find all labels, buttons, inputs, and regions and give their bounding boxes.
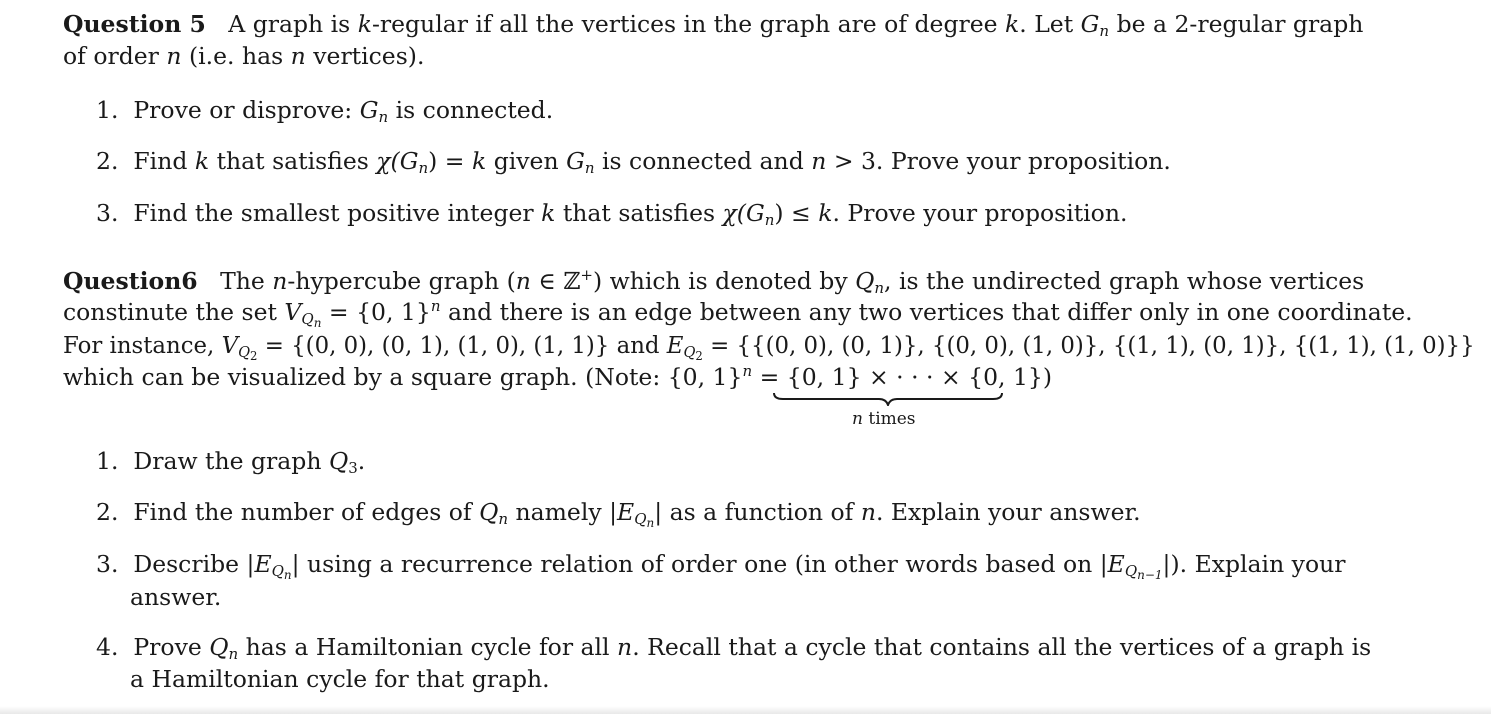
list-number: 3. xyxy=(96,199,119,227)
q5-item-3: 3. Find the smallest positive integer k that satisfies $\chi(G_n) \le k$. Prove your proposition. xyxy=(96,199,1128,229)
q5-heading: Question 5 xyxy=(63,10,206,38)
q6-line-2: constinute the set $V_{Q_n} = \{0$, 1}$^n$ and there is an edge between any two vertices that differ only in one coordinate. xyxy=(63,297,1413,330)
q5-item-1: 1. Prove or disprove: $G_n$ is connected. xyxy=(96,96,554,126)
underbrace xyxy=(773,392,1003,406)
q6-item-1: 1. Draw the graph $Q_3$. xyxy=(96,447,366,477)
q6-line-3: For instance, $V_{Q_2} = \{(0$, 0), (0, 1), (1, 0), (1, 1)} and $E_{Q_2} = \{\{(0$, 0), (0, 1)}, {(0, 0), (1, 0)}, {(1, 1), (0, 1)}, {(1, 1), (1, 0)}} xyxy=(63,331,1475,363)
q6-item-4: 4. Prove $Q_n$ has a Hamiltonian cycle for all n. Recall that a cycle that contains all the vertices of a graph is xyxy=(96,633,1372,663)
q6-item-4-cont: a Hamiltonian cycle for that graph. xyxy=(130,665,550,693)
q6-line-1: Question6 The n-hypercube graph (n ∈ ℤ+) which is denoted by $Q_n$, is the undirected graph whose vertices xyxy=(63,266,1365,297)
brace-label: n times xyxy=(852,409,916,429)
q6-item-3: 3. Describe $|E_{Q_n}|$ using a recurrence relation of order one (in other words based on $|E_{Q_{n-1}}|$). Explain your xyxy=(96,550,1346,582)
q6-item-3-cont: answer. xyxy=(130,583,222,611)
list-number: 4. xyxy=(96,633,119,661)
q5-line-2: of order n (i.e. has n vertices). xyxy=(63,42,425,70)
q6-line-4: which can be visualized by a square graph. (Note: {0, 1}$^n$ = {0, 1} × · · · × {0, 1}) xyxy=(63,362,1053,391)
list-number: 1. xyxy=(96,96,119,124)
page-bottom-edge xyxy=(0,706,1491,714)
braced-product: {0, 1} × · · · × {0, 1} xyxy=(786,363,1043,391)
list-number: 3. xyxy=(96,550,119,578)
q5-item-2: 2. Find k that satisfies $\chi(G_n) = k$ given $G_n$ is connected and n > 3. Prove your proposition. xyxy=(96,147,1171,177)
list-number: 2. xyxy=(96,147,119,175)
q6-heading: Question6 xyxy=(63,267,198,295)
list-number: 2. xyxy=(96,498,119,526)
q5-line-1: Question 5 A graph is k-regular if all the vertices in the graph are of degree k. Let $G_n$ be a 2-regular graph xyxy=(63,10,1364,40)
list-number: 1. xyxy=(96,447,119,475)
q6-item-2: 2. Find the number of edges of $Q_n$ namely $|E_{Q_n}|$ as a function of n. Explain your answer. xyxy=(96,498,1141,530)
